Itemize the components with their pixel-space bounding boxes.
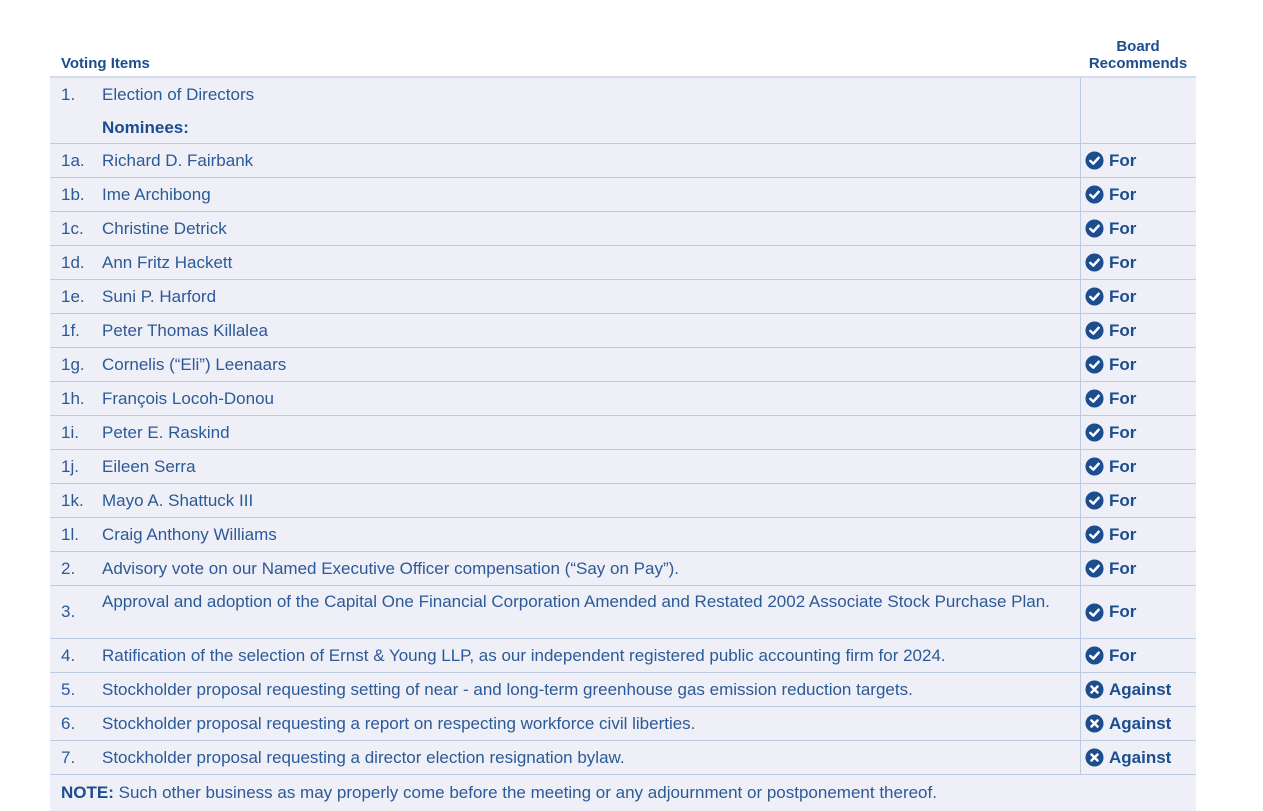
item-description (102, 382, 1080, 415)
item-number: 1b. (61, 184, 85, 204)
note-label: NOTE: (61, 783, 114, 802)
item-description (102, 552, 1080, 585)
item-description-text: Eileen Serra (102, 457, 196, 476)
recommendation-label: For (1109, 354, 1137, 374)
item-number: 1i. (61, 422, 79, 442)
check-circle-icon (1085, 603, 1104, 622)
board-recommendation (1080, 586, 1196, 638)
x-circle-icon (1085, 714, 1104, 733)
check-circle-icon (1085, 559, 1104, 578)
table-body (50, 78, 1196, 775)
check-circle-icon (1085, 525, 1104, 544)
check-circle-icon (1085, 185, 1104, 204)
recommendation-label: For (1109, 456, 1137, 476)
item-description-text: Suni P. Harford (102, 287, 217, 306)
check-circle-icon (1085, 457, 1104, 476)
recommendation-label: For (1109, 388, 1137, 408)
board-recommends-heading (1080, 38, 1196, 72)
board-recommendation (1080, 707, 1196, 740)
item-description (102, 280, 1080, 313)
x-circle-icon (1085, 748, 1104, 767)
check-circle-icon (1085, 151, 1104, 170)
table-row (50, 382, 1196, 416)
board-recommendation (1080, 314, 1196, 347)
item-number: 1g. (61, 354, 85, 374)
table-row (50, 741, 1196, 775)
nominees-label (102, 111, 1080, 143)
recommendation-label: For (1109, 150, 1137, 170)
board-recommendation (1080, 348, 1196, 381)
item-number: 5. (61, 679, 76, 699)
item-number: 1e. (61, 286, 85, 306)
board-recommendation (1080, 416, 1196, 449)
board-recommends-line2: Recommends (1088, 55, 1188, 72)
check-circle-icon (1085, 287, 1104, 306)
table-row (50, 416, 1196, 450)
item-description (102, 178, 1080, 211)
item-description-text: Approval and adoption of the Capital One Financial Corporation Amended and Restated 2002 Associate Stock Purchase Plan. (102, 592, 1050, 611)
table-row (50, 178, 1196, 212)
item-description-text: Mayo A. Shattuck III (102, 491, 254, 510)
board-recommendation (1080, 484, 1196, 517)
item-description (102, 586, 1080, 638)
board-recommendation (1080, 78, 1196, 111)
check-circle-icon (1085, 355, 1104, 374)
recommendation-label: For (1109, 184, 1137, 204)
item-number: 2. (61, 558, 76, 578)
check-circle-icon (1085, 491, 1104, 510)
check-circle-icon (1085, 219, 1104, 238)
item-description (102, 673, 1080, 706)
item-description (102, 741, 1080, 774)
item-description (102, 450, 1080, 483)
item-description-text: Nominees: (102, 117, 189, 137)
item-description (102, 78, 1080, 111)
table-row (50, 450, 1196, 484)
item-number (50, 111, 102, 143)
note-row (50, 775, 1196, 811)
item-description (102, 416, 1080, 449)
x-circle-icon (1085, 680, 1104, 699)
item-description (102, 212, 1080, 245)
board-recommendation (1080, 741, 1196, 774)
table-header (50, 30, 1196, 78)
item-description-text: Richard D. Fairbank (102, 151, 254, 170)
item-number: 7. (61, 747, 76, 767)
item-description-text: Stockholder proposal requesting a director election resignation bylaw. (102, 748, 625, 767)
check-circle-icon (1085, 321, 1104, 340)
board-recommendation (1080, 212, 1196, 245)
item-number: 1f. (61, 320, 80, 340)
item-description-text: Stockholder proposal requesting setting of near - and long-term greenhouse gas emission reduction targets. (102, 680, 913, 699)
table-row (50, 639, 1196, 673)
item-number: 1d. (61, 252, 85, 272)
table-row (50, 586, 1196, 639)
recommendation-label: For (1109, 490, 1137, 510)
voting-items-table (50, 30, 1196, 811)
board-recommendation (1080, 111, 1196, 143)
table-row (50, 673, 1196, 707)
check-circle-icon (1085, 253, 1104, 272)
board-recommendation (1080, 639, 1196, 672)
item-number: 1h. (61, 388, 85, 408)
note-text: Such other business as may properly come before the meeting or any adjournment or postponement thereof. (113, 783, 937, 802)
item-description-text: Christine Detrick (102, 219, 227, 238)
board-recommendation (1080, 144, 1196, 177)
item-description-text: Advisory vote on our Named Executive Officer compensation (“Say on Pay”). (102, 559, 679, 578)
recommendation-label: For (1109, 602, 1137, 621)
table-row (50, 246, 1196, 280)
recommendation-label: For (1109, 286, 1137, 306)
item-description-text: François Locoh-Donou (102, 389, 274, 408)
recommendation-label: For (1109, 422, 1137, 442)
board-recommendation (1080, 673, 1196, 706)
item-description (102, 348, 1080, 381)
item-description-text: Peter Thomas Killalea (102, 321, 268, 340)
table-row (50, 314, 1196, 348)
item-description-text: Election of Directors (102, 85, 255, 104)
table-row (50, 78, 1196, 111)
check-circle-icon (1085, 646, 1104, 665)
table-row (50, 111, 1196, 144)
board-recommendation (1080, 178, 1196, 211)
recommendation-label: For (1109, 645, 1137, 665)
item-number: 1. (61, 84, 76, 104)
table-row (50, 280, 1196, 314)
board-recommendation (1080, 518, 1196, 551)
item-description-text: Cornelis (“Eli”) Leenaars (102, 355, 287, 374)
recommendation-label: For (1109, 558, 1137, 578)
item-description-text: Peter E. Raskind (102, 423, 230, 442)
item-description (102, 518, 1080, 551)
item-description (102, 144, 1080, 177)
recommendation-label: For (1109, 524, 1137, 544)
item-number: 1l. (61, 524, 79, 544)
item-number: 1k. (61, 490, 84, 510)
board-recommends-line1: Board (1116, 38, 1160, 55)
voting-items-heading: Voting Items (61, 55, 150, 72)
item-number: 1c. (61, 218, 84, 238)
item-description-text: Ime Archibong (102, 185, 211, 204)
table-row (50, 484, 1196, 518)
recommendation-label: For (1109, 320, 1137, 340)
table-row (50, 212, 1196, 246)
item-description-text: Stockholder proposal requesting a report on respecting workforce civil liberties. (102, 714, 696, 733)
item-number: 1a. (61, 150, 85, 170)
item-description (102, 246, 1080, 279)
item-number: 4. (61, 645, 76, 665)
recommendation-label: For (1109, 252, 1137, 272)
item-description (102, 484, 1080, 517)
check-circle-icon (1085, 423, 1104, 442)
item-number: 1j. (61, 456, 79, 476)
item-description (102, 707, 1080, 740)
board-recommendation (1080, 552, 1196, 585)
item-description-text: Ratification of the selection of Ernst & Young LLP, as our independent registered public accounting firm for 2024. (102, 646, 946, 665)
table-row (50, 348, 1196, 382)
recommendation-label: Against (1109, 679, 1172, 699)
table-row (50, 707, 1196, 741)
board-recommendation (1080, 246, 1196, 279)
item-description (102, 314, 1080, 347)
board-recommendation (1080, 280, 1196, 313)
item-description (102, 639, 1080, 672)
item-description-text: Craig Anthony Williams (102, 525, 277, 544)
check-circle-icon (1085, 389, 1104, 408)
table-row (50, 552, 1196, 586)
board-recommendation (1080, 450, 1196, 483)
table-row (50, 518, 1196, 552)
recommendation-label: Against (1109, 713, 1172, 733)
item-number: 3. (61, 602, 76, 621)
recommendation-label: Against (1109, 747, 1172, 767)
item-number: 6. (61, 713, 76, 733)
item-description-text: Ann Fritz Hackett (102, 253, 233, 272)
recommendation-label: For (1109, 218, 1137, 238)
table-row (50, 144, 1196, 178)
board-recommendation (1080, 382, 1196, 415)
